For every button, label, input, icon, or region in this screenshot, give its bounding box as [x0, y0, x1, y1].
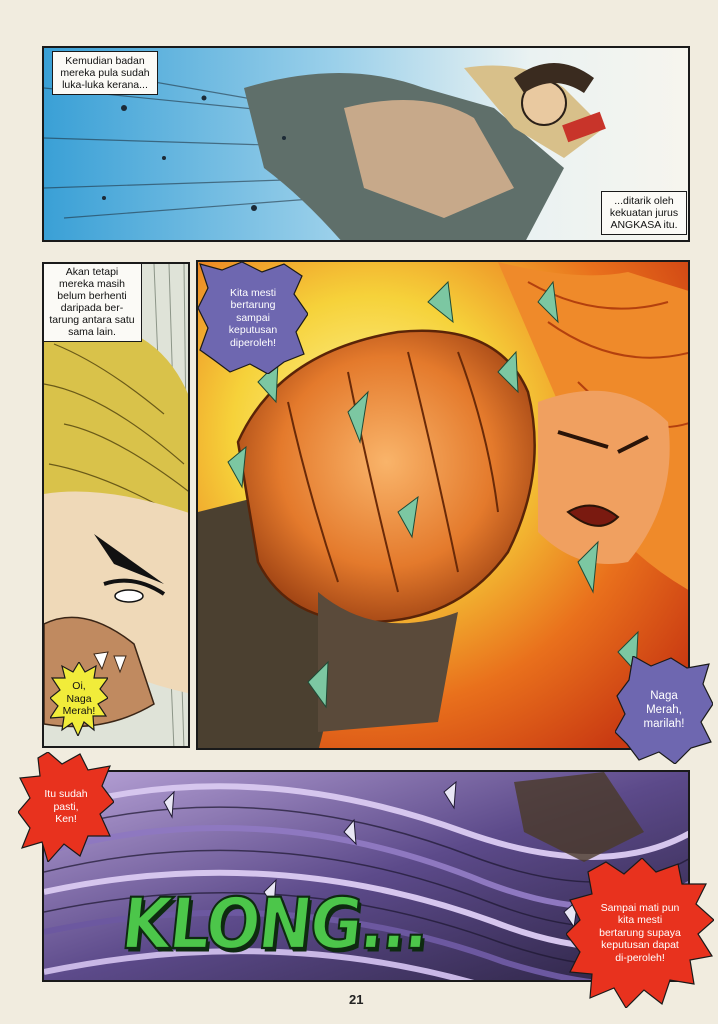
- sound-effect-klong: KLONG...: [117, 884, 432, 966]
- speech-bubble-itu-sudah: [18, 752, 114, 862]
- shout-bubble-oi: [50, 662, 108, 736]
- speech-bubble-top-text: Kita mesti bertarung sampai keputusan diperoleh!: [228, 286, 278, 349]
- panel-2: [42, 262, 190, 748]
- narration-caption-bottom: ...ditarik oleh kekuatan jurus ANGKASA itu.: [601, 191, 687, 235]
- speech-bubble-naga-merah: [615, 656, 713, 764]
- page-number: 21: [349, 992, 364, 1007]
- speech-bubble-naga-merah-text: Naga Merah, marilah!: [643, 690, 685, 730]
- narration-caption-top: Kemudian badan mereka pula sudah luka-luka kerana...: [52, 51, 158, 95]
- speech-bubble-itu-sudah-text: Itu sudah pasti, Ken!: [44, 788, 88, 826]
- speech-bubble-sampai-mati: [566, 858, 714, 1008]
- speech-bubble-sampai-mati-text: Sampai mati pun kita mesti bertarung supaya keputusan dapat di-peroleh!: [599, 901, 681, 964]
- shout-bubble-text: Oi, Naga Merah!: [62, 680, 96, 718]
- panel-1: [42, 46, 690, 242]
- speech-bubble-top: [198, 262, 308, 374]
- narration-caption: Akan tetapi mereka masih belum berhenti daripada ber-tarung antara satu sama lain.: [42, 262, 142, 342]
